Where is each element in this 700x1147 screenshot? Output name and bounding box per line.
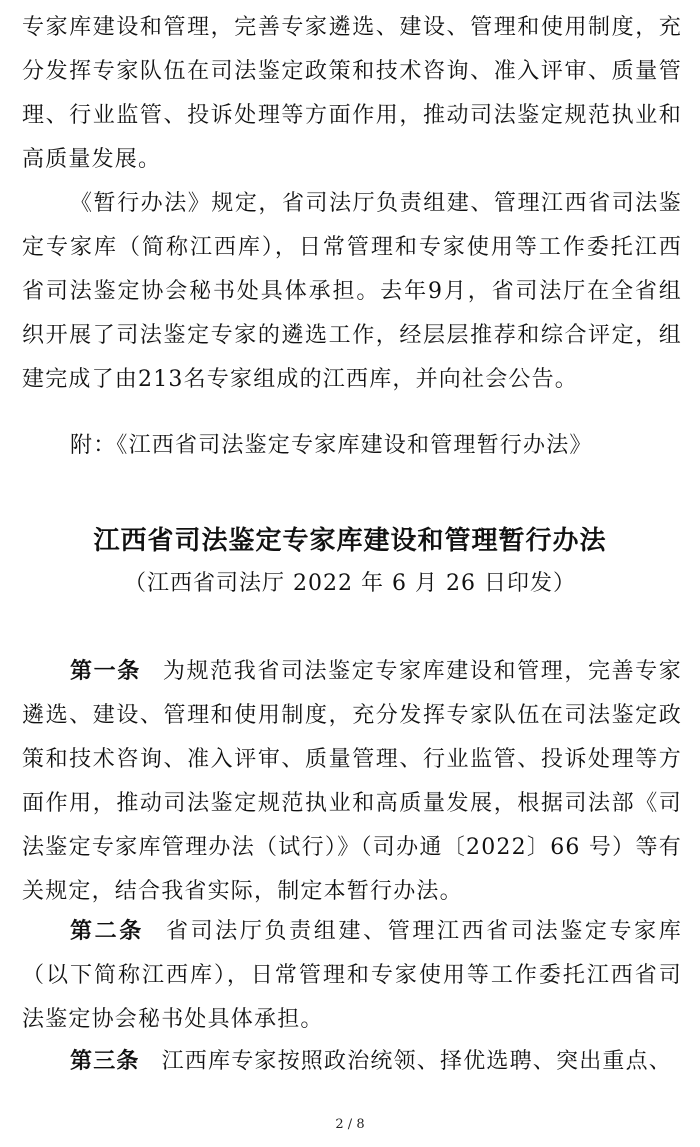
document-title: 江西省司法鉴定专家库建设和管理暂行办法 bbox=[93, 526, 607, 556]
article-1 bbox=[22, 650, 682, 914]
document-subtitle: （江西省司法厅 2022 年 6 月 26 日印发） bbox=[124, 571, 576, 596]
intro-paragraph-2: 《暂行办法》规定，省司法厅负责组建、管理江西省司法鉴定专家库（简称江西库），日常管理和专家使用等工作委托江西省司法鉴定协会秘书处具体承担。去年9月，省司法厅在全省组织开展了司法鉴定专家的遴选工作，经层层推荐和综合评定，组建完成了由213名专家组成的江西库，并向社会公告。 bbox=[22, 191, 682, 392]
article-3-text: 江西库专家按照政治统领、择优选聘、突出重点、 bbox=[161, 1049, 673, 1074]
article-1-text: 为规范我省司法鉴定专家库建设和管理，完善专家遴选、建设、管理和使用制度，充分发挥专家队伍在司法鉴定政策和技术咨询、准入评审、质量管理、行业监管、投诉处理等方面作用，推动司法鉴定规范执业和高质量发展，根据司法部《司法鉴定专家库管理办法（试行）》（司办通〔2022〕66 号）等有关规定，结合我省实际，制定本暂行办法。 bbox=[22, 659, 682, 904]
article-3-heading: 第三条 bbox=[70, 1049, 140, 1074]
article-2-heading: 第二条 bbox=[70, 919, 144, 944]
page-number: 2 / 8 bbox=[335, 1117, 365, 1132]
article-2 bbox=[22, 910, 682, 1042]
article-1-heading: 第一条 bbox=[70, 659, 141, 684]
intro-paragraph-1: 专家库建设和管理，完善专家遴选、建设、管理和使用制度，充分发挥专家队伍在司法鉴定政策和技术咨询、准入评审、质量管理、行业监管、投诉处理等方面作用，推动司法鉴定规范执业和高质量发展。 bbox=[22, 15, 682, 172]
attachment-note: 附：《江西省司法鉴定专家库建设和管理暂行办法》 bbox=[70, 433, 593, 458]
article-3 bbox=[22, 1040, 682, 1084]
article-2-text: 省司法厅负责组建、管理江西省司法鉴定专家库（以下简称江西库），日常管理和专家使用等工作委托江西省司法鉴定协会秘书处具体承担。 bbox=[22, 919, 682, 1032]
